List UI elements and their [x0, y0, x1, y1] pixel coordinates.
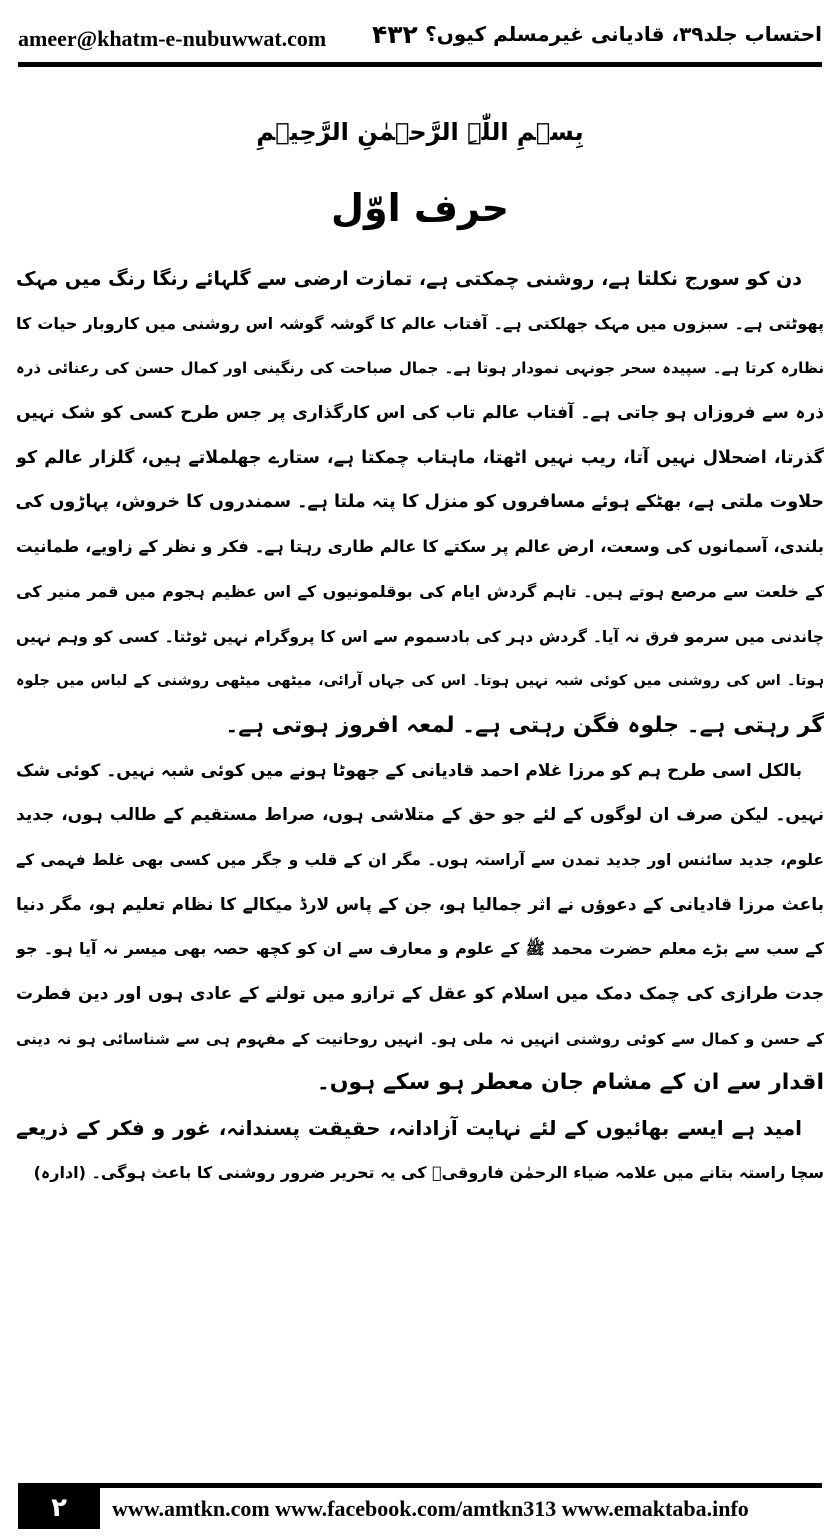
text-line: ذرہ سے فروزاں ہو جاتی ہے۔ آفتاب عالم تاب کی اس کارگذاری پر جس طرح کسی کو شک نہیں — [16, 403, 824, 424]
text-line: باعث مرزا قادیانی کے دعوؤں نے اثر جمالیا ہو، جن کے پاس لارڈ میکالے کا نظام تعلیم ہو، مگر دنیا — [16, 894, 824, 915]
text-line: نظارہ کرتا ہے۔ سپیدہ سحر جونہی نمودار ہوتا ہے۔ جمال صباحت کی رنگینی اور کمال حسن کی رعنائی ذرہ — [16, 359, 824, 378]
footer-urls: www.amtkn.com www.facebook.com/amtkn313 www.emaktaba.info — [112, 1496, 749, 1521]
body-text — [16, 257, 824, 1195]
text-line: کے حسن و کمال سے کوئی روشنی انہیں نہ ملی ہو۔ انہیں روحانیت کے مفہوم ہی سے شناسائی ہو نہ دینی — [16, 1029, 824, 1048]
text-line: نہیں۔ لیکن صرف ان لوگوں کے لئے جو حق کے متلاشی ہوں، صراط مستقیم کے طالب ہوں، جدید — [16, 805, 824, 826]
bismillah: بِسۡمِ اللّٰہِ الرَّحۡمٰنِ الرَّحِیۡمِ — [256, 118, 584, 146]
text-line: ہوتا۔ اس کی روشنی میں کوئی شبہ نہیں ہوتا۔ اس کی جہاں آرائی، میٹھی میٹھی روشنی کے لباس میں جلوہ — [16, 673, 824, 690]
header-email: ameer@khatm-e-nubuwwat.com — [18, 26, 327, 51]
text-line: گر رہتی ہے۔ جلوہ فگن رہتی ہے۔ لمعہ افروز ہوتی ہے۔ — [225, 712, 824, 738]
text-line: اقدار سے ان کے مشام جان معطر ہو سکے ہوں۔ — [316, 1070, 824, 1096]
text-line: چاندنی میں سرمو فرق نہ آیا۔ گردش دہر کی بادسموم سے اس کا پروگرام نہیں ٹوٹتا۔ کسی کو وہم نہیں — [16, 627, 824, 646]
text-line: جدت طرازی کی چمک دمک میں اسلام کو عقل کے ترازو میں تولنے کے عادی ہوں اور دین فطرت — [16, 984, 824, 1004]
text-line: گذرتا، اضحلال نہیں آتا، ریب نہیں اٹھتا، ماہتاب چمکتا ہے، ستارے جھلملاتے ہیں، گلزار عالم کو — [16, 447, 824, 468]
text-line: بلندی، آسمانوں کی وسعت، ارض عالم پر سکتے کا عالم طاری رہتا ہے۔ فکر و نظر کے زاویے، طمانیت — [16, 537, 824, 557]
text-line: پھوٹتی ہے۔ سبزوں میں مہک جھلکتی ہے۔ آفتاب عالم کا گوشہ گوشہ اس روشنی میں کاروبار حیات کا — [16, 313, 824, 333]
text-line: دن کو سورج نکلتا ہے، روشنی چمکتی ہے، تمازت ارضی سے گلہائے رنگا رنگ میں مہک — [16, 268, 802, 290]
text-line: علوم، جدید سائنس اور جدید تمدن سے آراستہ ہوں۔ مگر ان کے قلب و جگر میں کسی بھی غلط فہمی کے — [16, 850, 824, 869]
text-line: کے سب سے بڑے معلم حضرت محمد ﷺ کے علوم و معارف سے ان کو کچھ حصہ بھی میسر نہ آیا ہو۔ جو — [16, 939, 824, 959]
chapter-title: حرف اوّل — [330, 186, 509, 230]
text-line: بالکل اسی طرح ہم کو مرزا غلام احمد قادیانی کے جھوٹا ہونے میں کوئی شبہ نہیں۔ کوئی شک — [16, 760, 802, 781]
footer-rule — [18, 1483, 822, 1488]
header-running-title: احتساب جلد۳۹، قادیانی غیرمسلم کیوں؟ — [425, 22, 822, 46]
text-line: امید ہے ایسے بھائیوں کے لئے نہایت آزادانہ، حقیقت پسندانہ، غور و فکر کے ذریعے — [16, 1116, 802, 1141]
page-header — [0, 0, 840, 68]
text-line: کے خلعت سے مرصع ہوتے ہیں۔ تاہم گردش ایام کی بوقلمونیوں کے اس عظیم ہجوم میں قمر منیر کی — [16, 581, 824, 601]
header-page-number: ۴۳۲ — [372, 20, 418, 49]
text-line: سچا راستہ بتانے میں علامہ ضیاء الرحمٰن فاروقیؒ کی یہ تحریر ضرور روشنی کا باعث ہوگی۔ (ادارہ) — [33, 1162, 824, 1182]
footer-page-number: ۲ — [18, 1487, 100, 1529]
header-rule — [18, 62, 822, 67]
text-line: حلاوت ملتی ہے، بھٹکے ہوئے مسافروں کو منزل کا پتہ ملتا ہے۔ سمندروں کا خروش، پہاڑوں کی — [16, 492, 824, 513]
